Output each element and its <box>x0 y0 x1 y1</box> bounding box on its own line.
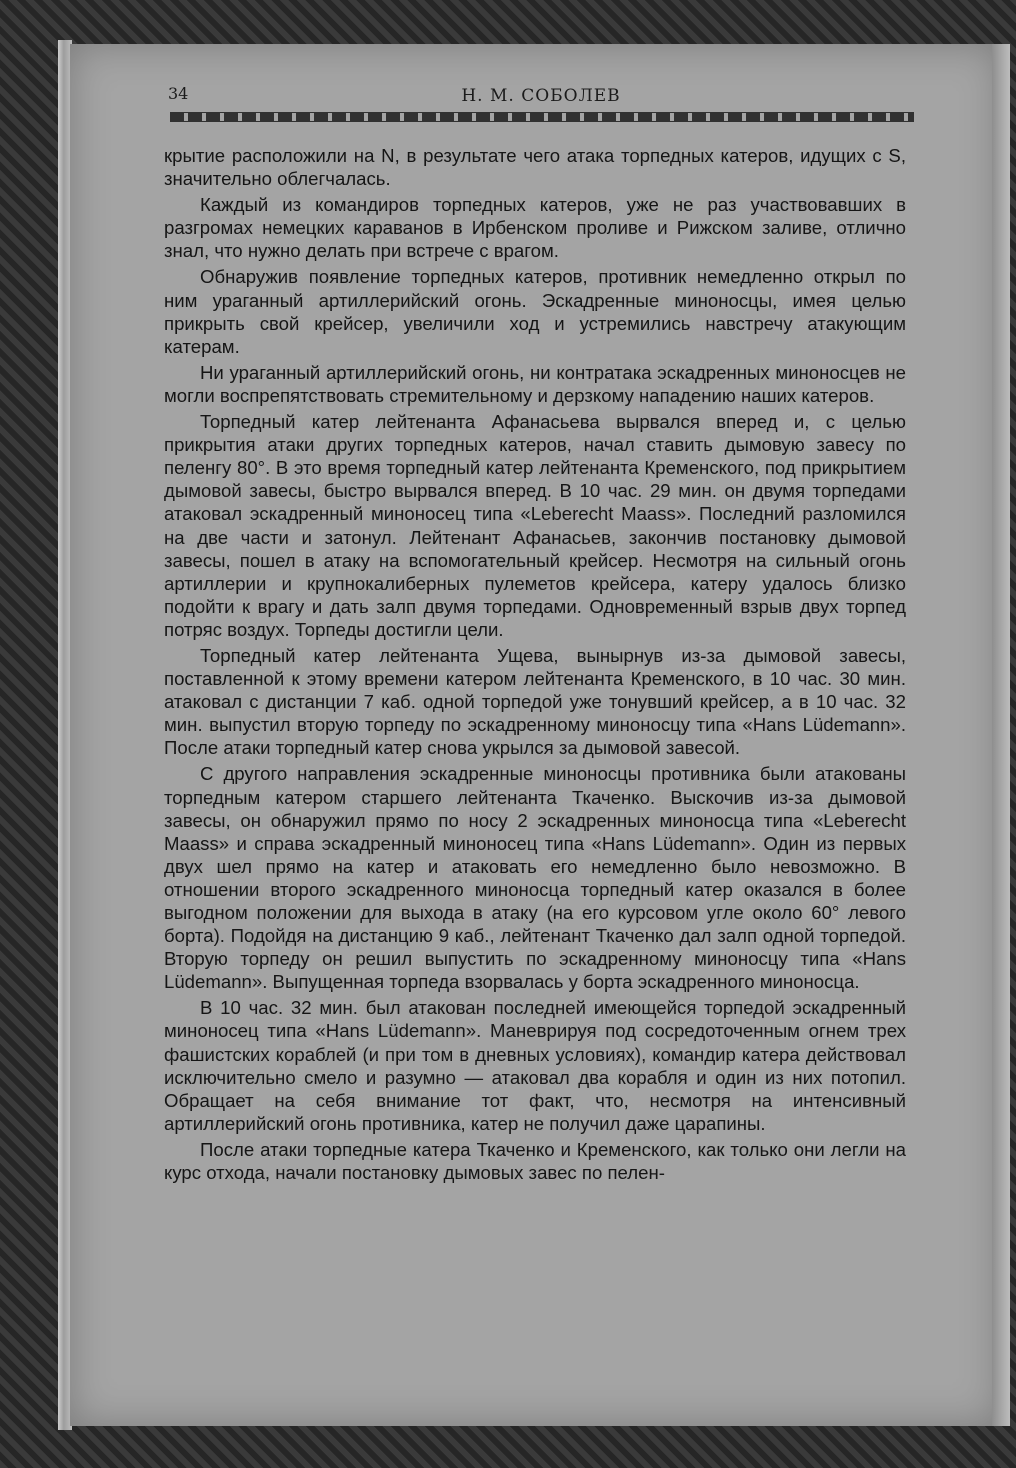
body-text <box>164 144 906 1184</box>
paragraph: Обнаружив появление торпедных катеров, противник немедленно открыл по ним ураганный артиллерийский огонь. Эскадренные миноносцы, имея целью прикрыть свой крейсер, увеличили ход и устремились навстречу атакующим катерам. <box>164 266 906 357</box>
page-header <box>168 84 914 108</box>
paragraph: Торпедный катер лейтенанта Ущева, вынырнув из-за дымовой завесы, поставленной к этому времени катером лейтенанта Кременского, в 10 час. 30 мин. атаковал с дистанции 7 каб. одной торпедой уже тонувший крейсер, а в 10 час. 32 мин. выпустил вторую торпеду по эскадренному миноносцу типа «Hans Lüdemann». После атаки торпедный катер снова укрылся за дымовой завесой. <box>164 644 906 759</box>
paragraph: Ни ураганный артиллерийский огонь, ни контратака эскадренных миноносцев не могли воспрепятствовать стремительному и дерзкому нападению наших катеров. <box>164 361 906 406</box>
paragraph: Торпедный катер лейтенанта Афанасьева вырвался вперед и, с целью прикрытия атаки других торпедных катеров, начал ставить дымовую завесу по пеленгу 80°. В это время торпедный катер лейтенанта Кременского, под прикрытием дымовой завесы, быстро вырвался вперед. В 10 час. 29 мин. он двумя торпедами атаковал эскадренный миноносец типа «Leberecht Maass». Последний разломился на две части и затонул. Лейтенант Афанасьев, закончив постановку дымовой завесы, пошел в атаку на вспомогательный крейсер. Несмотря на сильный огонь артиллерии и крупнокалиберных пулеметов крейсера, катеру удалось близко подойти к врагу и дать залп двумя торпедами. Одновременный взрыв двух торпед потряс воздух. Торпеды достигли цели. <box>164 411 906 640</box>
page-number: 34 <box>168 84 189 103</box>
paragraph: Каждый из командиров торпедных катеров, уже не раз участвовавших в разгромах немецких караванов в Ирбенском проливе и Рижском заливе, отлично знал, что нужно делать при встрече с врагом. <box>164 194 906 262</box>
paragraph: После атаки торпедные катера Ткаченко и Кременского, как только они легли на курс отхода, начали постановку дымовых завес по пелен- <box>164 1138 906 1184</box>
running-title: Н. М. СОБОЛЕВ <box>461 86 621 106</box>
header-ornamental-rule <box>170 112 914 122</box>
paragraph: В 10 час. 32 мин. был атакован последней имеющейся торпедой эскадренный миноносец типа «Hans Lüdemann». Маневрируя под сосредоточенным огнем трех фашистских кораблей (и при том в дневных условиях), командир катера действовал исключительно смело и разумно — атаковал два корабля и один из них потопил. Обращает на себя внимание тот факт, что, несмотря на интенсивный артиллерийский огонь противника, катер не получил даже царапины. <box>164 997 906 1134</box>
paragraph: С другого направления эскадренные миноносцы противника были атакованы торпедным катером старшего лейтенанта Ткаченко. Выскочив из-за дымовой завесы, он обнаружил прямо по носу 2 эскадренных миноносца типа «Leberecht Maass» и справа эскадренный миноносец типа «Hans Lüdemann». Один из первых двух шел прямо на катер и атаковать его немедленно было невозможно. В отношении второго эскадренного миноносца торпедный катер оказался в более выгодном положении для выхода в атаку (на его курсовом угле около 60° левого борта). Подойдя на дистанцию 9 каб., лейтенант Ткаченко дал залп одной торпедой. Вторую торпеду он решил выпустить по эскадренному миноносцу типа «Hans Lüdemann». Выпущенная торпеда взорвалась у борта эскадренного миноносца. <box>164 763 906 993</box>
page-right-edge <box>992 44 1010 1426</box>
paragraph: крытие расположили на N, в результате чего атака торпедных катеров, идущих с S, значительно облегчалась. <box>164 145 906 190</box>
